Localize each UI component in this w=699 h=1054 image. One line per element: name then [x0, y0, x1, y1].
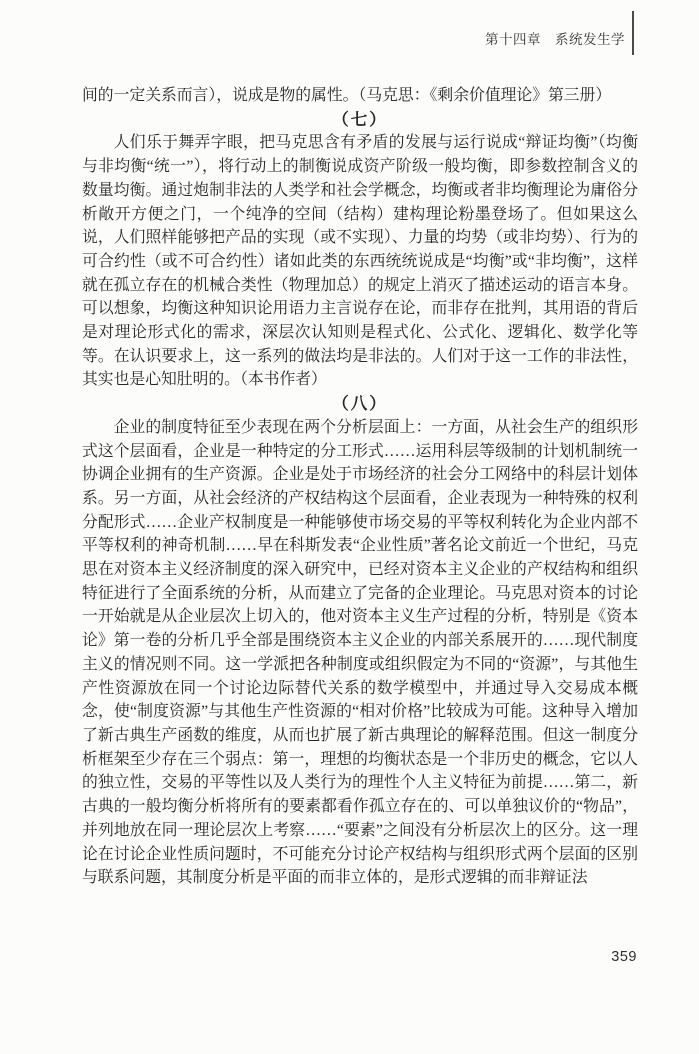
paragraph-section-seven: 人们乐于舞弄字眼，把马克思含有矛盾的发展与运行说成“辩证均衡”（均衡与非均衡“统一”），将行动上的制衡说成资产阶级一般均衡，即参数控制含义的数量均衡。通过炮制非法的人类学和社会学概念，均衡或者非均衡理论为庸俗分析敞开方便之门，一个纯净的空间（结构）建构理论粉墨登场了。但如果这么说，人们照样能够把产品的实现（或不实现）、力量的均势（或非均势）、行为的可合约性（或不可合约性）诸如此类的东西统统说成是“均衡”或“非均衡”，这样就在孤立存在的机械合类性（物理加总）的规定上消灭了描述运动的语言本身。可以想象，均衡这种知识论用语力主言说存在论，而非存在批判，其用语的背后是对理论形式化的需求，深层次认知则是程式化、公式化、逻辑化、数学化等等。在认识要求上，这一系列的做法均是非法的。人们对于这一工作的非法性，其实也是心知肚明的。（本书作者） [82, 134, 638, 389]
section-heading-eight: （八） [332, 394, 388, 414]
paragraph-continuation: 间的一定关系而言），说成是物的属性。（马克思：《剩余价值理论》第三册） [82, 87, 612, 104]
body-text-block [82, 84, 638, 890]
section-heading-seven: （七） [332, 109, 388, 129]
page-number: 359 [611, 949, 637, 965]
running-header-chapter: 第十四章 系统发生学 [485, 32, 625, 47]
header-divider-rule [632, 11, 634, 55]
paragraph-section-eight: 企业的制度特征至少表现在两个分析层面上：一方面，从社会生产的组织形式这个层面看，企业是一种特定的分工形式……运用科层等级制的计划机制统一协调企业拥有的生产资源。企业是处于市场经济的社会分工网络中的科层计划体系。另一方面，从社会经济的产权结构这个层面看，企业表现为一种特殊的权利分配形式……企业产权制度是一种能够使市场交易的平等权利转化为企业内部不平等权利的神奇机制……早在科斯发表“企业性质”著名论文前近一个世纪，马克思在对资本主义经济制度的深入研究中，已经对资本主义企业的产权结构和组织特征进行了全面系统的分析，从而建立了完备的企业理论。马克思对资本的讨论一开始就是从企业层次上切入的，他对资本主义生产过程的分析，特别是《资本论》第一卷的分析几乎全部是围绕资本主义企业的内部关系展开的……现代制度主义的情况则不同。这一学派把各种制度或组织假定为不同的“资源”，与其他生产性资源放在同一个讨论边际替代关系的数学模型中，并通过导入交易成本概念，使“制度资源”与其他生产性资源的“相对价格”比较成为可能。这种导入增加了新古典生产函数的维度，从而也扩展了新古典理论的解释范围。但这一制度分析框架至少存在三个弱点：第一，理想的均衡状态是一个非历史的概念，它以人的独立性，交易的平等性以及人类行为的理性个人主义特征为前提……第二，新古典的一般均衡分析将所有的要素都看作孤立存在的、可以单独议价的“物品”，并列地放在同一理论层次上考察……“要素”之间没有分析层次上的区分。这一理论在讨论企业性质问题时，不可能充分讨论产权结构与组织形式两个层面的区别与联系问题，其制度分析是平面的而非立体的，是形式逻辑的而非辩证法 [82, 418, 638, 887]
